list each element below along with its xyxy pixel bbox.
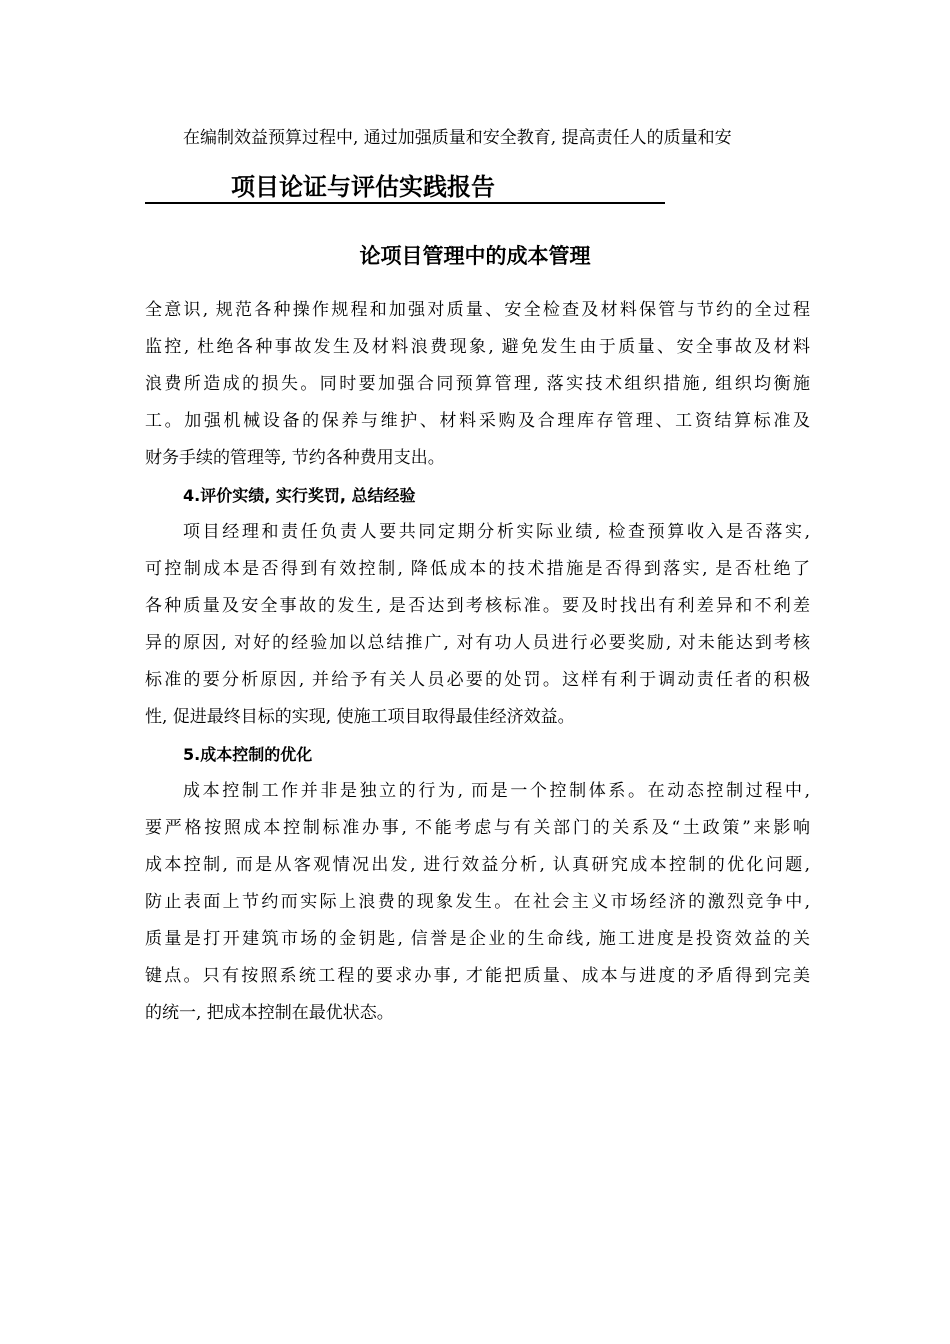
body-text	[145, 292, 810, 1032]
paragraph-line: 标准的要分析原因, 并给予有关人员必要的处罚。这样有利于调动责任者的积极	[145, 670, 810, 690]
paragraph-line: 各种质量及安全事故的发生, 是否达到考核标准。要及时找出有利差异和不利差	[145, 596, 810, 616]
report-title-underline	[145, 170, 665, 204]
paragraph-line: 性, 促进最终目标的实现, 使施工项目取得最佳经济效益。	[145, 707, 575, 727]
paragraph-line: 财务手续的管理等, 节约各种费用支出。	[145, 448, 445, 468]
paragraph-line: 成本控制工作并非是独立的行为, 而是一个控制体系。在动态控制过程中,	[183, 781, 810, 801]
paragraph-line: 浪费所造成的损失。同时要加强合同预算管理, 落实技术组织措施, 组织均衡施	[145, 374, 810, 394]
paragraph-line: 工。加强机械设备的保养与维护、材料采购及合理库存管理、工资结算标准及	[145, 411, 810, 431]
paragraph-line: 项目经理和责任负责人要共同定期分析实际业绩, 检查预算收入是否落实,	[183, 522, 810, 542]
carryover-text-line: 在编制效益预算过程中, 通过加强质量和安全教育, 提高责任人的质量和安	[183, 128, 732, 148]
paragraph-line: 全意识, 规范各种操作规程和加强对质量、安全检查及材料保管与节约的全过程	[145, 300, 810, 320]
paragraph-line: 键点。只有按照系统工程的要求办事, 才能把质量、成本与进度的矛盾得到完美	[145, 966, 810, 986]
paragraph-line: 的统一, 把成本控制在最优状态。	[145, 1003, 394, 1023]
paragraph-line: 要严格按照成本控制标准办事, 不能考虑与有关部门的关系及“土政策”来影响	[145, 818, 810, 838]
paragraph-line: 异的原因, 对好的经验加以总结推广, 对有功人员进行必要奖励, 对未能达到考核	[145, 633, 810, 653]
section-heading-5: 5.成本控制的优化	[183, 745, 313, 764]
paragraph-line: 监控, 杜绝各种事故发生及材料浪费现象, 避免发生由于质量、安全事故及材料	[145, 337, 810, 357]
report-title: 项目论证与评估实践报告	[231, 173, 495, 201]
paragraph-line: 防止表面上节约而实际上浪费的现象发生。在社会主义市场经济的激烈竞争中,	[145, 892, 810, 912]
section-heading-4: 4.评价实绩, 实行奖罚, 总结经验	[183, 486, 416, 505]
paragraph-line: 可控制成本是否得到有效控制, 降低成本的技术措施是否得到落实, 是否杜绝了	[145, 559, 810, 579]
paragraph-line: 质量是打开建筑市场的金钥匙, 信誉是企业的生命线, 施工进度是投资效益的关	[145, 929, 810, 949]
article-title: 论项目管理中的成本管理	[359, 244, 591, 268]
paragraph-line: 成本控制, 而是从客观情况出发, 进行效益分析, 认真研究成本控制的优化问题,	[145, 855, 810, 875]
